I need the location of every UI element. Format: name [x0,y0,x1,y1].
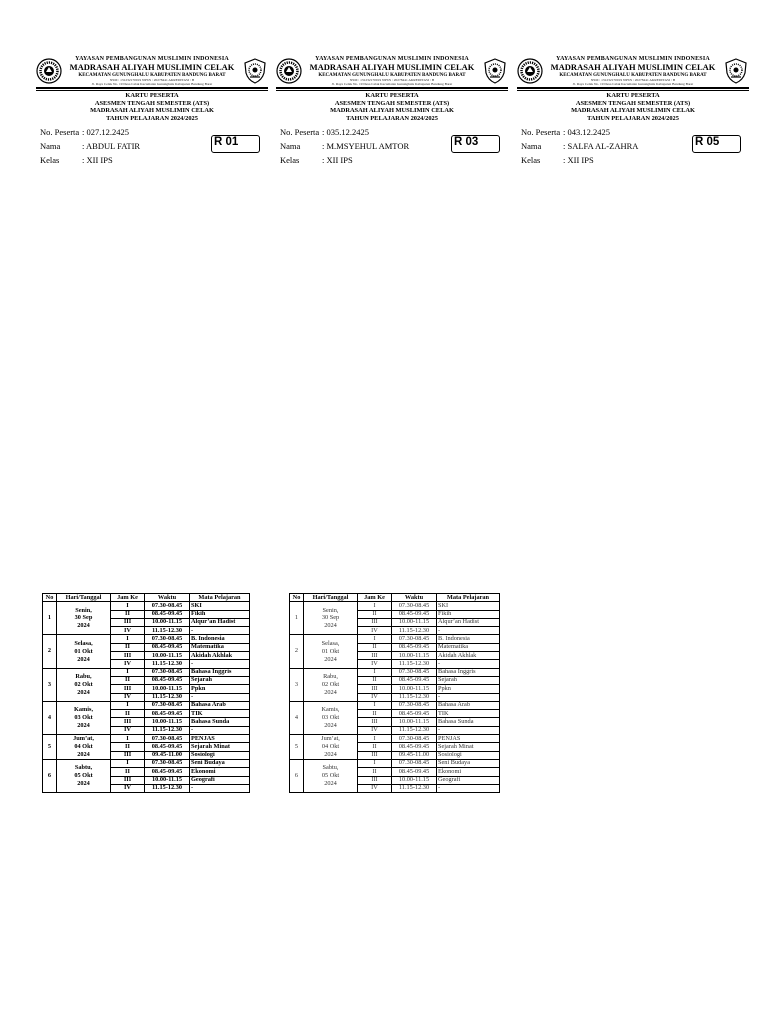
participant-number: : 035.12.2425 [322,127,369,138]
card-title: KARTU PESERTA [365,92,419,99]
subject-name: Sejarah Minat [190,743,250,751]
participant-card-2 [276,56,508,166]
subject-name: TIK [437,710,500,718]
address-line-1: NSM : 131232170019 NPSN : 20278441 AKREDITASI : B [109,77,195,82]
district-name: KECAMATAN GUNUNGHALU KABUPATEN BANDUNG BARAT [318,72,466,78]
participant-class: : XII IPS [82,155,113,166]
day-number: 1 [290,602,304,635]
session-number: I [111,635,145,643]
room-badge: R 01 [211,135,260,153]
day-day: Jum’at, [73,735,94,743]
day-number: 3 [290,668,304,701]
day-date-cell [57,759,111,792]
exam-schedule-table-2 [289,593,500,793]
session-number: II [358,643,392,651]
subject-name: Sosiologi [190,751,250,759]
day-year: 2024 [77,622,90,630]
day-date-cell [57,668,111,701]
exam-schedule-table-1 [42,593,250,793]
card-titles [36,92,268,122]
session-number: I [358,759,392,767]
schedule-body [43,602,250,793]
subject-name: Ekonomi [437,768,500,776]
table-row [290,668,500,676]
session-time: 07.30-08.45 [392,602,437,610]
subject-name: Matematika [190,643,250,651]
card-title: KARTU PESERTA [125,92,179,99]
name-label: Nama [521,141,542,152]
day-day: Senin, [322,606,339,614]
day-date-cell [304,668,358,701]
day-year: 2024 [77,779,90,787]
session-number: IV [358,627,392,635]
day-number: 5 [43,735,57,760]
participant-class: : XII IPS [563,155,594,166]
district-name: KECAMATAN GUNUNGHALU KABUPATEN BANDUNG BARAT [78,72,226,78]
day-day: Kamis, [321,706,340,714]
subject-name: Sosiologi [437,751,500,759]
session-number: III [111,652,145,660]
day-date: 03 Okt [321,714,340,722]
day-date-cell [57,635,111,668]
subject-name: Ekonomi [190,768,250,776]
participant-info [517,128,749,170]
day-date-cell [304,735,358,760]
session-number: I [358,701,392,709]
day-date: 03 Okt [74,714,93,722]
subject-name: - [190,693,250,701]
subject-name: Bahasa Sunda [190,718,250,726]
participant-info [276,128,508,170]
participant-name: : ABDUL FATIR [82,141,141,152]
participant-number: : 043.12.2425 [563,127,610,138]
session-time: 07.30-08.45 [392,735,437,743]
column-header: Waktu [392,594,437,602]
subject-name: - [190,784,250,792]
day-date: 04 Okt [321,743,340,751]
session-time: 07.30-08.45 [392,635,437,643]
day-date-cell [304,635,358,668]
session-time: 07.30-08.45 [145,759,190,767]
address-line-1: NSM : 131232170019 NPSN : 20278441 AKREDITASI : B [349,77,435,82]
institution-name: MADRASAH ALIYAH MUSLIMIN CELAK [571,107,695,115]
table-row [290,602,500,610]
session-number: II [111,610,145,618]
session-time: 10.00-11.15 [145,718,190,726]
participant-class: : XII IPS [322,155,353,166]
day-date-cell [57,701,111,734]
day-day: Sabtu, [74,764,93,772]
session-number: IV [111,726,145,734]
session-number: III [358,751,392,759]
session-time: 11.15-12.30 [145,784,190,792]
subject-name: SKI [190,602,250,610]
session-number: I [358,668,392,676]
column-header: Jam Ke [111,594,145,602]
academic-year: TAHUN PELAJARAN 2024/2025 [346,114,438,122]
session-time: 07.30-08.45 [145,635,190,643]
subject-name: Bahasa Sunda [437,718,500,726]
session-number: II [111,743,145,751]
day-day: Kamis, [73,706,94,714]
subject-name: Fikih [437,610,500,618]
day-number: 5 [290,735,304,760]
table-row [43,759,250,767]
session-time: 10.00-11.15 [145,618,190,626]
table-row [290,701,500,709]
letterhead-rule [36,87,268,91]
participant-number: : 027.12.2425 [82,127,129,138]
regency-crest-icon [723,58,749,84]
day-year: 2024 [324,655,337,663]
school-emblem-icon [517,58,543,84]
participant-card-1 [36,56,268,166]
subject-name: Alqur’an Hadist [437,618,500,626]
participant-number-label: No. Peserta [521,127,561,138]
session-number: IV [111,627,145,635]
day-number: 6 [290,759,304,792]
day-date: 02 Okt [321,680,340,688]
session-time: 10.00-11.15 [145,652,190,660]
subject-name: - [190,627,250,635]
session-time: 10.00-11.15 [392,618,437,626]
table-row [290,635,500,643]
subject-name: - [437,627,500,635]
subject-name: - [437,660,500,668]
session-number: IV [111,693,145,701]
session-number: III [358,776,392,784]
schedule-header [290,594,500,602]
academic-year: TAHUN PELAJARAN 2024/2025 [106,114,198,122]
subject-name: Matematika [437,643,500,651]
column-header: Waktu [145,594,190,602]
session-time: 07.30-08.45 [392,668,437,676]
day-year: 2024 [324,779,337,787]
school-name: MADRASAH ALIYAH MUSLIMIN CELAK [550,62,716,72]
subject-name: Seni Budaya [190,759,250,767]
day-year: 2024 [324,721,337,729]
subject-name: - [437,726,500,734]
subject-name: B. Indonesia [190,635,250,643]
session-time: 07.30-08.45 [392,701,437,709]
day-date: 05 Okt [74,772,93,780]
name-label: Nama [40,141,61,152]
school-emblem-icon [276,58,302,84]
session-time: 07.30-08.45 [145,701,190,709]
column-header: Hari/Tanggal [304,594,358,602]
session-time: 10.00-11.15 [392,685,437,693]
subject-name: - [437,693,500,701]
day-number: 2 [43,635,57,668]
day-date: 01 Okt [74,647,93,655]
subject-name: Geografi [437,776,500,784]
address-line-2: Jl. Raya Celak No. 19 Desa Celak Kecamatan Gununghalu Kabupaten Bandung Barat [91,82,213,87]
participant-name: : M.MSYEHUL AMTOR [322,141,410,152]
session-number: III [111,751,145,759]
day-number: 4 [43,701,57,734]
subject-name: Bahasa Arab [437,701,500,709]
table-row [43,635,250,643]
day-year: 2024 [324,622,337,630]
class-label: Kelas [40,155,60,166]
participant-card-3 [517,56,749,166]
session-time: 11.15-12.30 [145,660,190,668]
column-header: No [290,594,304,602]
foundation-name: YAYASAN PEMBANGUNAN MUSLIMIN INDONESIA [75,56,229,62]
district-name: KECAMATAN GUNUNGHALU KABUPATEN BANDUNG BARAT [559,72,707,78]
session-number: IV [358,784,392,792]
session-time: 08.45-09.45 [392,643,437,651]
card-title: KARTU PESERTA [606,92,660,99]
header-row [290,594,500,602]
subject-name: Ppkn [190,685,250,693]
day-date: 02 Okt [74,680,93,688]
session-number: I [358,735,392,743]
day-date-cell [304,701,358,734]
regency-crest-icon [482,58,508,84]
session-time: 07.30-08.45 [392,759,437,767]
column-header: Mata Pelajaran [437,594,500,602]
table-row [43,602,250,610]
day-number: 2 [290,635,304,668]
subject-name: Alqur’an Hadist [190,618,250,626]
letterhead-rule [517,87,749,91]
day-day: Sabtu, [322,764,339,772]
class-label: Kelas [280,155,300,166]
session-number: IV [358,693,392,701]
session-number: III [111,718,145,726]
address-line-1: NSM : 131232170019 NPSN : 20278441 AKREDITASI : B [590,77,676,82]
session-time: 08.45-09.45 [145,643,190,651]
session-number: IV [358,726,392,734]
subject-name: Sejarah [190,676,250,684]
letterhead-rule [276,87,508,91]
session-number: I [111,735,145,743]
institution-name: MADRASAH ALIYAH MUSLIMIN CELAK [330,107,454,115]
day-date: 04 Okt [74,743,93,751]
session-number: II [111,643,145,651]
subject-name: Sejarah Minat [437,743,500,751]
day-day: Jum’at, [321,735,340,743]
subject-name: Fikih [190,610,250,618]
school-name: MADRASAH ALIYAH MUSLIMIN CELAK [309,62,475,72]
session-number: III [111,776,145,784]
card-titles [276,92,508,122]
session-number: III [111,618,145,626]
schedule-body [290,602,500,793]
column-header: No [43,594,57,602]
session-time: 08.45-09.45 [145,610,190,618]
subject-name: TIK [190,710,250,718]
subject-name: Bahasa Inggris [437,668,500,676]
session-number: I [111,602,145,610]
session-number: III [111,685,145,693]
session-time: 08.45-09.45 [145,710,190,718]
day-day: Senin, [75,606,92,614]
day-date-cell [57,602,111,635]
day-year: 2024 [324,750,337,758]
session-number: II [358,610,392,618]
session-time: 08.45-09.45 [145,676,190,684]
letterhead [36,56,268,86]
session-number: IV [358,660,392,668]
session-time: 11.15-12.30 [145,693,190,701]
table-row [43,701,250,709]
exam-name: ASESMEN TENGAH SEMESTER (ATS) [334,99,450,107]
session-time: 09.45-11.00 [145,751,190,759]
session-number: II [358,743,392,751]
address-line-2: Jl. Raya Celak No. 19 Desa Celak Kecamatan Gununghalu Kabupaten Bandung Barat [331,82,453,87]
session-number: II [111,676,145,684]
session-time: 10.00-11.15 [145,685,190,693]
session-time: 10.00-11.15 [392,652,437,660]
session-time: 11.15-12.30 [392,726,437,734]
day-year: 2024 [77,655,90,663]
session-number: I [358,635,392,643]
table-row [43,735,250,743]
subject-name: PENJAS [437,735,500,743]
session-number: II [111,768,145,776]
day-number: 3 [43,668,57,701]
subject-name: Akidah Akhlak [190,652,250,660]
regency-crest-icon [242,58,268,84]
letterhead [517,56,749,86]
institution-name: MADRASAH ALIYAH MUSLIMIN CELAK [90,107,214,115]
subject-name: Geografi [190,776,250,784]
session-time: 11.15-12.30 [145,726,190,734]
session-number: II [358,768,392,776]
session-time: 07.30-08.45 [145,668,190,676]
session-number: I [111,701,145,709]
session-time: 10.00-11.15 [145,776,190,784]
academic-year: TAHUN PELAJARAN 2024/2025 [587,114,679,122]
subject-name: Seni Budaya [437,759,500,767]
session-time: 08.45-09.45 [392,610,437,618]
participant-number-label: No. Peserta [280,127,320,138]
participant-number-label: No. Peserta [40,127,80,138]
session-time: 08.45-09.45 [392,743,437,751]
subject-name: B. Indonesia [437,635,500,643]
day-day: Rabu, [75,672,92,680]
school-emblem-icon [36,58,62,84]
letterhead [276,56,508,86]
subject-name: - [190,726,250,734]
session-number: II [358,676,392,684]
day-day: Selasa, [74,639,93,647]
column-header: Mata Pelajaran [190,594,250,602]
session-number: IV [111,784,145,792]
day-date-cell [304,602,358,635]
subject-name: - [190,660,250,668]
subject-name: Sejarah [437,676,500,684]
session-time: 08.45-09.45 [392,676,437,684]
exam-name: ASESMEN TENGAH SEMESTER (ATS) [94,99,210,107]
subject-name: SKI [437,602,500,610]
day-date-cell [304,759,358,792]
table-row [43,668,250,676]
day-date: 30 Sep [74,614,93,622]
session-time: 08.45-09.45 [145,768,190,776]
foundation-name: YAYASAN PEMBANGUNAN MUSLIMIN INDONESIA [315,56,469,62]
session-number: III [358,718,392,726]
room-badge: R 05 [692,135,741,153]
session-time: 07.30-08.45 [145,735,190,743]
session-time: 11.15-12.30 [392,693,437,701]
session-number: I [358,602,392,610]
session-number: IV [111,660,145,668]
table-row [290,735,500,743]
exam-name: ASESMEN TENGAH SEMESTER (ATS) [575,99,691,107]
day-number: 4 [290,701,304,734]
subject-name: Bahasa Arab [190,701,250,709]
session-number: I [111,759,145,767]
session-time: 08.45-09.45 [392,768,437,776]
session-time: 08.45-09.45 [392,710,437,718]
day-date: 30 Sep [321,614,340,622]
session-time: 11.15-12.30 [392,627,437,635]
day-year: 2024 [324,688,337,696]
header-row [43,594,250,602]
session-number: III [358,618,392,626]
session-time: 07.30-08.45 [145,602,190,610]
session-number: II [358,710,392,718]
day-day: Rabu, [323,672,338,680]
foundation-name: YAYASAN PEMBANGUNAN MUSLIMIN INDONESIA [556,56,710,62]
session-time: 08.45-09.45 [145,743,190,751]
day-day: Selasa, [321,639,340,647]
day-date: 01 Okt [321,647,340,655]
subject-name: Akidah Akhlak [437,652,500,660]
class-label: Kelas [521,155,541,166]
day-date-cell [57,735,111,760]
session-time: 09.45-11.00 [392,751,437,759]
session-time: 11.15-12.30 [392,660,437,668]
session-number: II [111,710,145,718]
day-year: 2024 [77,688,90,696]
day-number: 1 [43,602,57,635]
day-date: 05 Okt [321,772,340,780]
day-year: 2024 [77,750,90,758]
session-time: 10.00-11.15 [392,718,437,726]
participant-info [36,128,268,170]
subject-name: Ppkn [437,685,500,693]
address-line-2: Jl. Raya Celak No. 19 Desa Celak Kecamatan Gununghalu Kabupaten Bandung Barat [572,82,694,87]
schedule-header [43,594,250,602]
session-time: 10.00-11.15 [392,776,437,784]
session-number: III [358,652,392,660]
session-number: I [111,668,145,676]
session-time: 11.15-12.30 [392,784,437,792]
table-row [290,759,500,767]
participant-name: : SALFA AL-ZAHRA [563,141,639,152]
day-year: 2024 [77,721,90,729]
card-titles [517,92,749,122]
column-header: Hari/Tanggal [57,594,111,602]
name-label: Nama [280,141,301,152]
column-header: Jam Ke [358,594,392,602]
session-number: III [358,685,392,693]
subject-name: Bahasa Inggris [190,668,250,676]
room-badge: R 03 [451,135,500,153]
subject-name: - [437,784,500,792]
session-time: 11.15-12.30 [145,627,190,635]
day-number: 6 [43,759,57,792]
school-name: MADRASAH ALIYAH MUSLIMIN CELAK [69,62,235,72]
subject-name: PENJAS [190,735,250,743]
